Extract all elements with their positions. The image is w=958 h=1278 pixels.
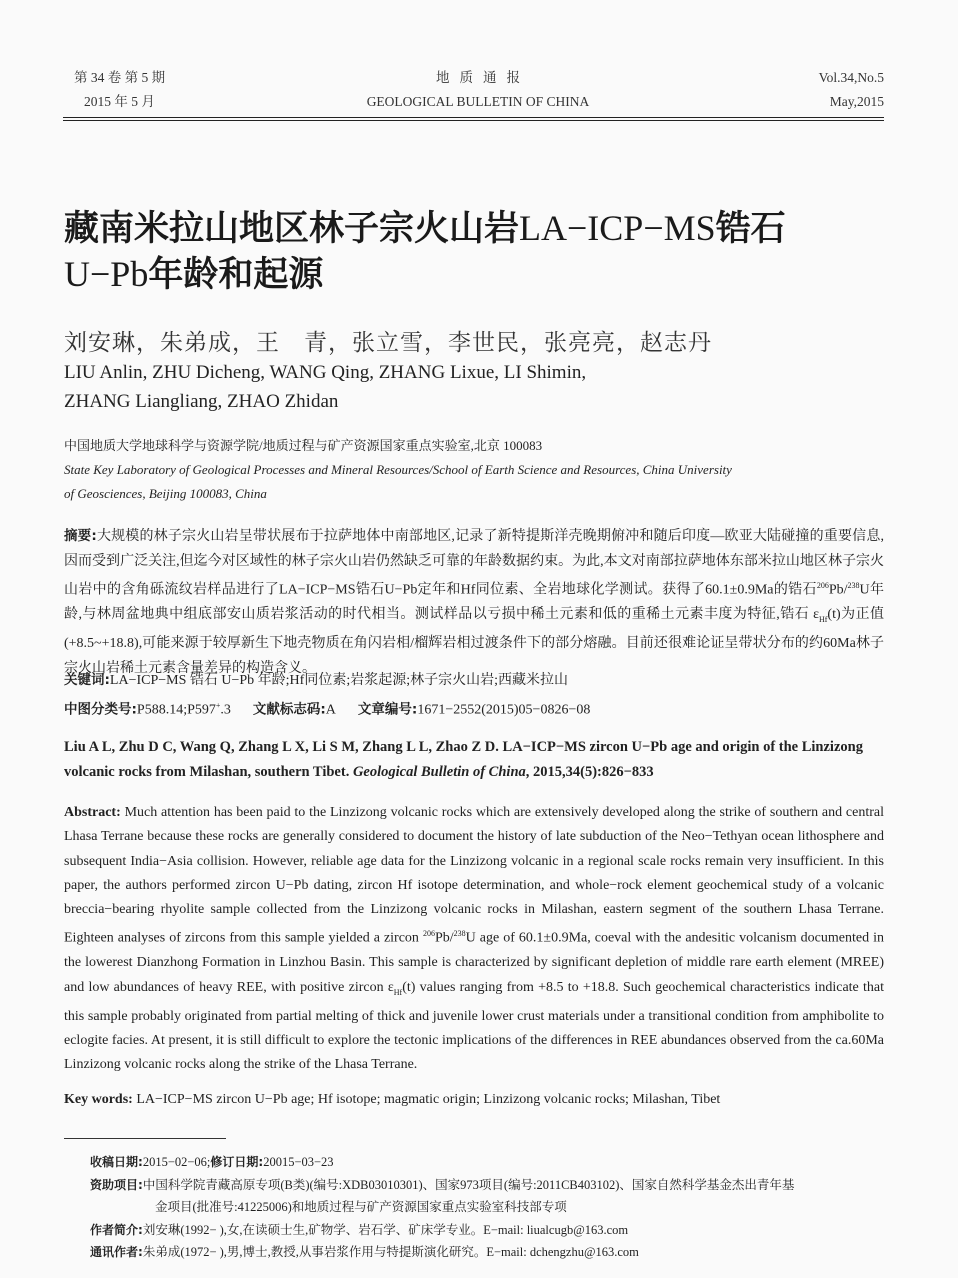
citation-volume: , 2015,34(5):826−833 [525, 763, 654, 780]
isotope-superscript: 238 [847, 581, 860, 590]
date-en: May,2015 [829, 94, 884, 109]
received-date: 2015−02−06; [142, 1155, 211, 1169]
abstract-cn-text: (t)为正值(+8.5~+18.8),可能来源于较厚新生下地壳物质在角闪岩相/榴辉岩相过渡条件下的部分熔融。目前还很难论证呈带状分布的约60Ma林子宗火山岩稀土元素含量差异的构造含义。 [64, 607, 884, 676]
footnote-funding-cont: 金项目(批准号:41225006)和地质过程与矿产资源国家重点实验室科技部专项 [155, 1200, 567, 1214]
revised-label: 修订日期: [210, 1155, 264, 1169]
corresponding-author-text: 朱弟成(1972− ),男,博士,教授,从事岩浆作用与特提斯演化研究。E−mail: dchengzhu@163.com [142, 1245, 639, 1259]
abstract-cn-text: Pb/ [828, 582, 848, 598]
article-number-value: 1671−2552(2015)05−0826−08 [417, 702, 591, 718]
abstract-en-text: U age of 60.1±0.9Ma, coeval with the andesitic volcanism documented in the lowerest Dianzhong Formation in Linzhou Basin. This sample is characterized by significant depletion of middle rare earth element (MREE) and low abundances of heavy REE, with positive zircon ε [64, 931, 884, 995]
corresponding-author-label: 通讯作者: [90, 1245, 143, 1259]
volume-issue-cn: 第 34 卷 第 5 期 [74, 70, 166, 85]
abstract-en-label: Abstract: [64, 805, 121, 820]
abstract-en-text: (t) values ranging from +8.5 to +18.8. Such geochemical characteristics indicate that this sample probably originated from partial melting of thick and juvenile lower crust materials under a transitional condition from amphibolite to eclogite facies. At present, it is still difficult to explore the tectonic implications of the differences in REE abundances observed from the ca.60Ma Linzizong volcanic rocks along the strike of the Lhasa Terrane. [64, 979, 884, 1073]
article-title [64, 206, 786, 298]
funding-label: 资助项目: [90, 1178, 143, 1192]
clc-label: 中图分类号: [64, 701, 137, 718]
hf-subscript: Hf [393, 987, 403, 997]
footnote-corresponding [90, 1241, 639, 1263]
keywords-cn-label: 关键词: [64, 672, 110, 688]
affiliation-en: State Key Laboratory of Geological Processes and Mineral Resources/School of Earth Science and Resources, China University [64, 462, 732, 477]
author-bio-label: 作者简介: [90, 1223, 143, 1237]
title-text: 年龄和起源 [148, 255, 324, 295]
running-header [72, 66, 884, 118]
clc-value: .3 [220, 702, 231, 718]
hf-subscript: Hf [818, 614, 828, 624]
authors-en [64, 358, 586, 416]
doc-code-value: A [325, 702, 336, 718]
citation-text: Liu A L, Zhu D C, Wang Q, Zhang L X, Li S M, Zhang L L, Zhao Z D. LA−ICP−MS zircon U−Pb age and origin of the Linzizong volcanic rocks from Milashan, southern Tibet. [64, 739, 863, 780]
citation [64, 735, 886, 784]
abstract-en-text: Pb/ [434, 931, 454, 947]
classification-line [64, 694, 590, 723]
keywords-cn-text: LA−ICP−MS 锆石 U−Pb 年龄;Hf同位素;岩浆起源;林子宗火山岩;西藏米拉山 [109, 673, 569, 688]
title-method: LA−ICP−MS [519, 208, 716, 248]
abstract-cn-text: U年龄,与林周盆地典中组底部安山质岩浆活动的时代相当。测试样品以亏损中稀土元素和低的重稀土元素丰度为特征,锆石 ε [64, 582, 884, 623]
title-line-1 [64, 206, 786, 252]
revised-date: 20015−03−23 [263, 1155, 334, 1169]
isotope-superscript: 206 [422, 929, 435, 939]
affiliation [64, 434, 824, 506]
keywords-en-text: LA−ICP−MS zircon U−Pb age; Hf isotope; magmatic origin; Linzizong volcanic rocks; Milashan, Tibet [132, 1092, 721, 1107]
author-bio-text: 刘安琳(1992− ),女,在读硕士生,矿物学、岩石学、矿床学专业。E−mail: liualcugb@163.com [142, 1223, 629, 1237]
journal-name-cn: 地质通报 [436, 70, 530, 85]
authors-cn: 刘安琳，朱弟成，王 青，张立雪，李世民，张亮亮，赵志丹 [64, 330, 712, 355]
affiliation-en: of Geosciences, Beijing 100083, China [64, 486, 267, 501]
clc-value: P588.14;P597 [136, 702, 216, 718]
isotope-superscript: 206 [816, 581, 829, 590]
clc-superscript: + [215, 700, 221, 710]
footnote-funding [90, 1174, 794, 1196]
received-label: 收稿日期: [90, 1155, 143, 1169]
title-line-2 [64, 252, 786, 298]
volume-issue-en: Vol.34,No.5 [818, 70, 884, 85]
funding-text: 中国科学院青藏高原专项(B类)(编号:XDB03010301)、国家973项目(编号:2011CB403102)、国家自然科学基金杰出青年基 [142, 1178, 795, 1192]
footnote-dates [90, 1151, 334, 1173]
header-double-rule [63, 117, 884, 121]
keywords-cn [64, 668, 590, 694]
abstract-cn-label: 摘要: [64, 528, 97, 544]
isotope-superscript: 238 [453, 929, 466, 939]
abstract-cn [64, 524, 884, 681]
keywords-cn-block [64, 668, 590, 723]
title-text: 锆石 [715, 209, 786, 249]
doc-code-label: 文献标志码: [252, 701, 326, 718]
date-cn: 2015 年 5 月 [84, 94, 155, 109]
keywords-en [64, 1092, 720, 1108]
footnote-author [90, 1219, 628, 1241]
title-method: U−Pb [64, 254, 149, 294]
citation-journal: Geological Bulletin of China [352, 763, 526, 780]
abstract-en-text: Much attention has been paid to the Linzizong volcanic rocks which are extensively developed along the strike of southern and central Lhasa Terrane because these rocks are generally considered to document the history of late subduction of the Neo−Tethyan ocean lithosphere and subsequent India−Asia collision. However, reliable age data for the Linzizong volcanic in a regional scale rocks remain very insufficient. In this paper, the authors performed zircon U−Pb dating, zircon Hf isotope determination, and whole−rock element geochemical study of a volcanic breccia−bearing rhyolite sample collected from the Linzizong volcanic rocks in Milashan, eastern segment of the southern Lhasa Terrane. Eighteen analyses of zircons from this sample yielded a zircon [64, 805, 884, 947]
authors-en-line: ZHANG Liangliang, ZHAO Zhidan [64, 391, 339, 412]
abstract-cn-text: 大规模的林子宗火山岩呈带状展布于拉萨地体中南部地区,记录了新特提斯洋壳晚期俯冲和随后印度—欧亚大陆碰撞的重要信息,因而受到广泛关注,但迄今对区域性的林子宗火山岩仍然缺乏可靠的年龄数据约束。为此,本文对南部拉萨地体东部米拉山地区林子宗火山岩中的含角砾流纹岩样品进行了LA−ICP−MS锆石U−Pb定年和Hf同位素、全岩地球化学测试。获得了60.1±0.9Ma的锆石 [64, 529, 884, 598]
keywords-en-label: Key words: [64, 1092, 133, 1107]
authors-en-line: LIU Anlin, ZHU Dicheng, WANG Qing, ZHANG Lixue, LI Shimin, [64, 362, 587, 383]
abstract-en [64, 801, 884, 1078]
affiliation-cn: 中国地质大学地球科学与资源学院/地质过程与矿产资源国家重点实验室,北京 100083 [64, 438, 543, 453]
header-right [819, 66, 884, 114]
header-center [72, 66, 884, 114]
article-number-label: 文章编号: [357, 701, 418, 718]
title-text: 藏南米拉山地区林子宗火山岩 [64, 209, 520, 249]
journal-name-en: GEOLOGICAL BULLETIN OF CHINA [366, 94, 590, 109]
footnote-rule [64, 1138, 226, 1139]
